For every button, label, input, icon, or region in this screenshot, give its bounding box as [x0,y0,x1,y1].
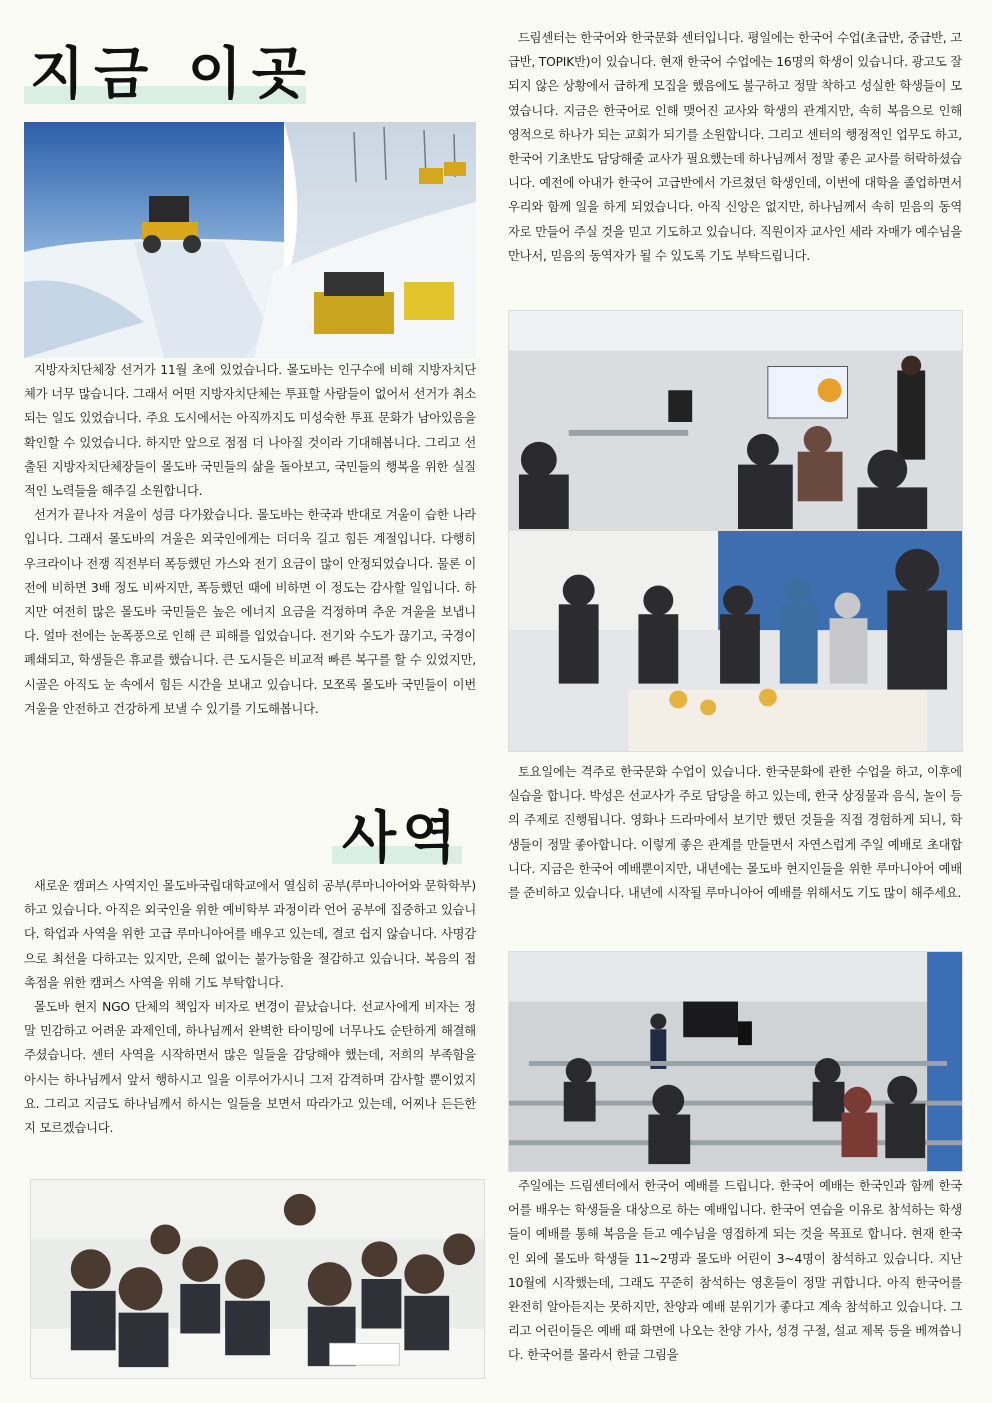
election-article [24,358,476,721]
visa-paragraph: 몰도바 현지 NGO 단체의 책임자 비자로 변경이 끝났습니다. 선교사에게 비자는 정말 민감하고 어려운 과제인데, 하나님께서 완벽한 타이밍에 너무나도 순탄하게 해결해주셨습니다. 센터 사역을 시작하면서 많은 일들을 감당해야 했는데, 저희의 부족함을 아시는 하나님께서 앞서 행하시고 일을 이루어가시니 그저 감격하며 감사할 뿐이었지요. 그리고 지금도 하나님께서 하시는 일들을 보면서 따라가고 있는데, 어찌나 든든한지 모르겠습니다. [24,1000,476,1136]
dream-center-article [508,26,962,268]
saturday-article [508,760,962,905]
saturday-paragraph: 토요일에는 격주로 한국문화 수업이 있습니다. 한국문화에 관한 수업을 하고, 이후에 실습을 합니다. 박성은 선교사가 주로 담당을 하고 있는데, 한국 상징물과 음식, 놀이 등의 주제로 진행됩니다. 영화나 드라마에서 보기만 했던 것들을 직접 경험하게 되니, 학생들이 정말 좋아합니다. 이렇게 좋은 관계를 만들면서 자연스럽게 주일 예배로 초대합니다. 지금은 한국어 예배뿐이지만, 내년에는 몰도바 현지인들을 위한 루마니아어 예배를 준비하고 있습니다. 내년에 시작될 루마니아어 예배를 위해서도 기도 많이 해주세요. [508,765,962,901]
now-here-title: 지금 이곳 [30,42,316,107]
ministry-title: 사역 [342,806,463,871]
sunday-worship-photo [508,951,963,1172]
campus-paragraph: 새로운 캠퍼스 사역지인 몰도바국립대학교에서 열심히 공부(루마니아어와 문학학부)하고 있습니다. 아직은 외국인을 위한 예비학부 과정이라 언어 공부에 집중하고 있습니다. 학업과 사역을 위한 고급 루마니아어를 배우고 있는데, 결코 쉽지 않습니다. 사명감으로 최선을 다하고는 있지만, 은혜 없이는 불가능함을 절감하고 있습니다. 복음의 접촉점을 위한 캠퍼스 사역을 위해 기도 부탁합니다. [24,879,476,990]
center-paragraph: 드림센터는 한국어와 한국문화 센터입니다. 평일에는 한국어 수업(초급반, 중급반, 고급반, TOPIK반)이 있습니다. 현재 한국어 수업에는 16명의 학생이 있습니다. 광고도 잘 되지 않은 상황에서 급하게 모집을 했음에도 불구하고 정말 착하고 성실한 학생들이 모였습니다. 지금은 한국어로 인해 맺어진 교사와 학생의 관계지만, 속히 복음으로 인해 영적으로 하나가 되는 교회가 되기를 소원합니다. 그리고 센터의 행정적인 업무도 하고, 한국어 기초반도 담당해줄 교사가 필요했는데 하나님께서 정말 좋은 교사를 허락하셨습니다. 예전에 아내가 한국어 고급반에서 가르쳤던 학생인데, 이번에 대학을 졸업하면서 우리와 함께 일을 하게 되었습니다. 아직 신앙은 없지만, 하나님께서 속히 믿음의 동역자로 만들어 주실 것을 믿고 기도하고 있습니다. 직원이자 교사인 세라 자매가 예수님을 만나서, 믿음의 동역자가 될 수 있도록 기도 부탁드립니다. [508,31,962,263]
sunday-paragraph: 주일에는 드림센터에서 한국어 예배를 드립니다. 한국어 예배는 한국인과 함께 한국어를 배우는 학생들을 대상으로 하는 예배입니다. 한국어 연습을 이유로 참석하는 학생들이 예배를 통해 복음을 듣고 예수님을 영접하게 되는 것을 목표로 합니다. 현재 한국인 외에 몰도바 학생들 11~2명과 몰도바 어린이 3~4명이 참석하고 있습니다. 지난 10월에 시작했는데, 그래도 꾸준히 참석하는 영혼들이 정말 귀합니다. 아직 한국어를 완전히 알아듣지는 못하지만, 찬양과 예배 분위기가 좋다고 계속 참석하고 있습니다. 그리고 어린이들은 예배 때 화면에 나오는 찬양 가사, 성경 구절, 설교 제목 등을 베껴씁니다. 한국어를 몰라서 한글 그림을 [508,1179,962,1363]
students-group-photo [30,1179,485,1379]
sunday-article [508,1174,962,1368]
election-paragraph: 지방자치단체장 선거가 11월 초에 있었습니다. 몰도바는 인구수에 비해 지방자치단체가 너무 많습니다. 그래서 어떤 지방자치단체는 투표할 사람들이 없어서 선거가 취소되는 일도 있었습니다. 주요 도시에서는 아직까지도 미성숙한 투표 문화가 남아있음을 확인할 수 있었습니다. 하지만 앞으로 점점 더 나아질 것이라 기대해봅니다. 그리고 선출된 지방자치단체장들이 몰도바 국민들의 삶을 돌아보고, 국민들의 행복을 위한 실질적인 노력들을 해주길 소원합니다. [24,363,476,499]
culture-class-photo [508,530,963,752]
winter-paragraph: 선거가 끝나자 겨울이 성큼 다가왔습니다. 몰도바는 한국과 반대로 겨울이 습한 나라입니다. 그래서 몰도바의 겨울은 외국인에게는 더더욱 길고 힘든 계절입니다. 다행히 우크라이나 전쟁 직전부터 폭등했던 가스와 전기 요금이 많이 안정되었습니다. 물론 이전에 비하면 3배 정도 비싸지만, 폭등했던 때에 비하면 이 정도는 감사할 일입니다. 하지만 여전히 많은 몰도바 국민들은 높은 에너지 요금을 걱정하며 추운 겨울을 보냅니다. 얼마 전에는 눈폭풍으로 인해 큰 피해를 입었습니다. 전기와 수도가 끊기고, 국경이 폐쇄되고, 학생들은 휴교를 했습니다. 큰 도시들은 비교적 빠른 복구를 할 수 있었지만, 시골은 아직도 눈 속에서 힘든 시간을 보내고 있습니다. 모쪼록 몰도바 국민들이 이번 겨울을 안전하고 건강하게 보낼 수 있기를 기도해봅니다. [24,508,476,716]
ministry-article [24,874,476,1140]
snow-plow-photo [24,122,476,358]
classroom-lesson-photo [508,310,963,530]
